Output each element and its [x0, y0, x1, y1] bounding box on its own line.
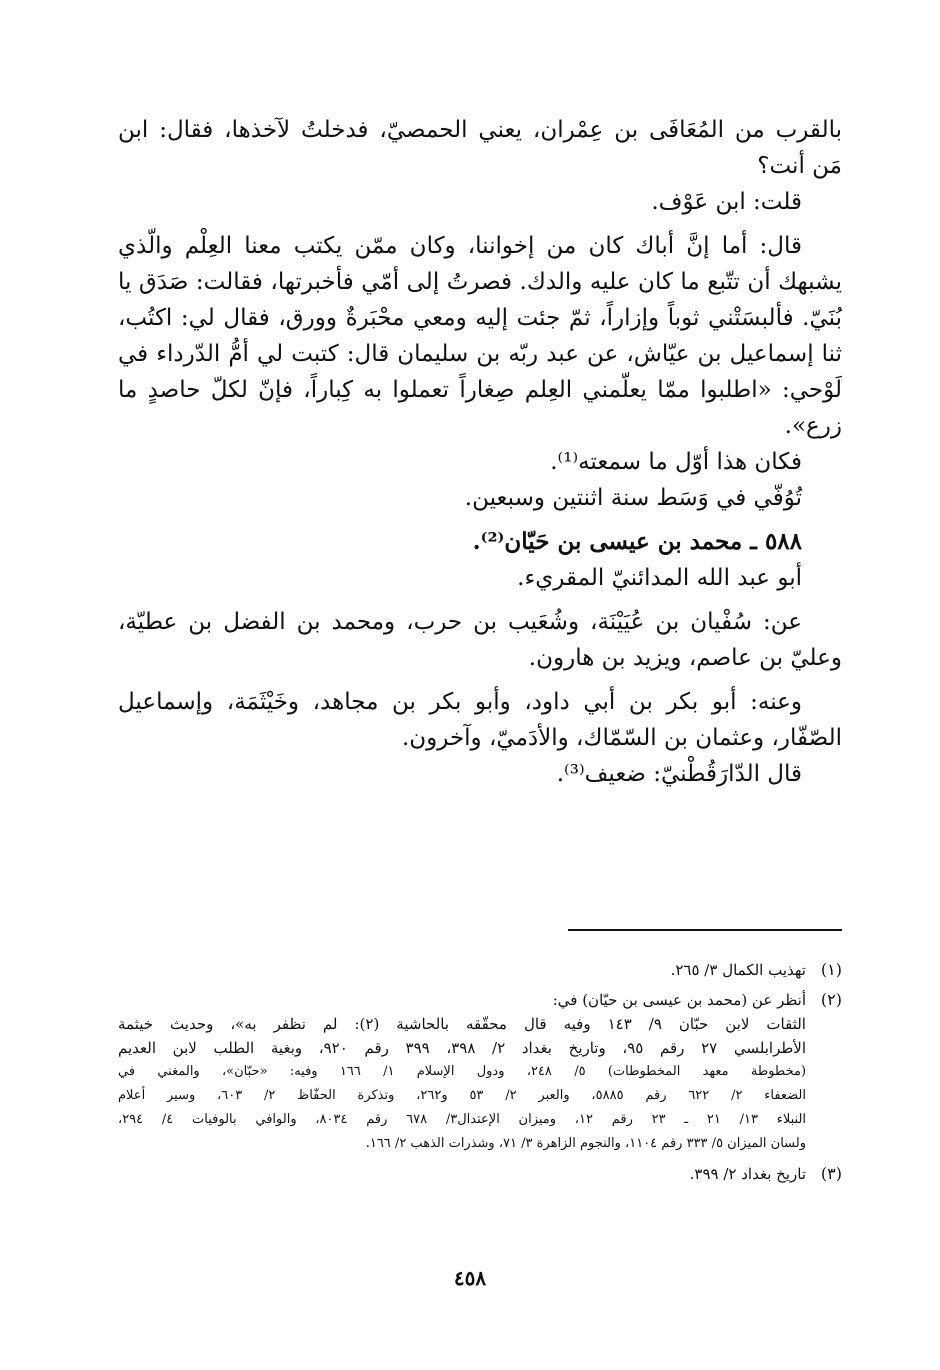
footnote-separator	[568, 929, 842, 931]
body-line: الصّفّار، وعثمان بن السّمّاك، والأدَميّ، وآخرون.	[401, 725, 842, 751]
body-line: تُوُفّي في وَسَط سنة اثنتين وسبعين.	[464, 485, 802, 511]
footnotes	[118, 958, 842, 1186]
body-line: وعنه: أبو بكر بن أبي داود، وأبو بكر بن مجاهد، وخَيْثَمَة، وإسماعيل	[118, 689, 802, 715]
body-line: زرع».	[784, 413, 842, 439]
footnote-text	[118, 1162, 806, 1186]
body-line: وعليّ بن عاصم، ويزيد بن هارون.	[528, 645, 842, 671]
body-line: يشبهك أن تتّبع ما كان عليه والدك. فصرتُ إلى أمّي فأخبرتها، فقالت: صَدَق يا	[118, 269, 842, 295]
footnote-number: (٢)	[820, 990, 842, 1009]
footnote	[118, 988, 842, 1156]
body-line: لَوْحي: «اطلبوا ممّا يعلّمني العِلم صِغاراً تعملوا به كِباراً، فإنّ لكلّ حاصدٍ ما	[118, 377, 842, 403]
main-text	[118, 112, 842, 792]
footnote-line: ولسان الميزان ٥/ ٣٣٣ رقم ١١٠٤، والنجوم الزاهرة ٣/ ٧١، وشذرات الذهب ٢/ ١٦٦.	[365, 1136, 806, 1151]
body-line: قلت: ابن عَوْف.	[651, 189, 802, 215]
body-line: عن: سُفْيان بن عُيَيْنَة، وشُعَيب بن حرب، ومحمد بن الفضل بن عطيّة،	[118, 609, 802, 635]
body-line: قال: أما إنَّ أباك كان من إخواننا، وكان ممّن يكتب معنا العِلْم والّذي	[118, 233, 802, 259]
footnote-line: النبلاء ١٣/ ٢١ ـ ٢٣ رقم ١٢، وميزان الإعتدال٣/ ٦٧٨ رقم ٨٠٣٤، والوافي بالوفيات ٤/ ٢٩٤،	[118, 1112, 806, 1127]
body-line: بالقرب من المُعَافَى بن عِمْران، يعني الحمصيّ، فدخلتُ لآخذها، فقال: ابن	[118, 117, 842, 143]
footnote-line: تهذيب الكمال ٣/ ٢٦٥.	[670, 961, 806, 979]
footnote-line: الثقات لابن حبّان ٩/ ١٤٣ وفيه قال محقّقه بالحاشية (٢): لم نظفر به»، وحديث خيثمة	[118, 1015, 806, 1033]
footnote-line: تاريخ بغداد ٢/ ٣٩٩.	[689, 1165, 806, 1183]
footnote-line: الضعفاء ٢/ ٦٢٢ رقم ٥٨٨٥، والعبر ٢/ ٥٣ و٢٦٢، وتذكرة الحفّاظ ٢/ ٦٠٣، وسير أعلام	[118, 1088, 806, 1103]
body-line: مَن أنت؟	[757, 153, 842, 179]
footnote	[118, 958, 842, 982]
body-line: فكان هذا أوّل ما سمعته⁽¹⁾.	[550, 449, 802, 475]
body-line: أبو عبد الله المدائنيّ المقريء.	[517, 565, 802, 591]
footnote-number: (٣)	[820, 1164, 842, 1183]
footnote-text	[118, 988, 806, 1156]
footnote	[118, 1162, 842, 1186]
footnote-number: (١)	[820, 960, 842, 979]
body-line: قال الدّارَقُطْنيّ: ضعيف⁽³⁾.	[556, 761, 802, 787]
footnote-line: أنظر عن (محمد بن عيسى بن حيّان) في:	[552, 991, 806, 1009]
page-number: ٤٥٨	[453, 1266, 487, 1290]
footnote-line: (مخطوطة معهد المخطوطات) ٥/ ٢٤٨، ودول الإسلام ١/ ١٦٦ وفيه: «حبّان»، والمغني في	[118, 1064, 806, 1079]
footnote-line: الأطرابلسي ٢٧ رقم ٩٥، وتاريخ بغداد ٢/ ٣٩٨، ٣٩٩ رقم ٩٢٠، وبغية الطلب لابن العديم	[118, 1039, 806, 1057]
body-line: ثنا إسماعيل بن عيّاش، عن عبد ربّه بن سليمان قال: كتبت لي أمُّ الدّرداء في	[118, 341, 842, 367]
footnote-text	[118, 958, 806, 982]
body-line: ٥٨٨ ـ محمد بن عيسى بن حَيّان⁽²⁾.	[472, 528, 802, 555]
body-line: بُنَيّ. فألبسَتْني ثوباً وإزاراً، ثمّ جئت إليه ومعي محْبَرةٌ وورق، فقال لي: اكتُب،	[118, 305, 842, 331]
